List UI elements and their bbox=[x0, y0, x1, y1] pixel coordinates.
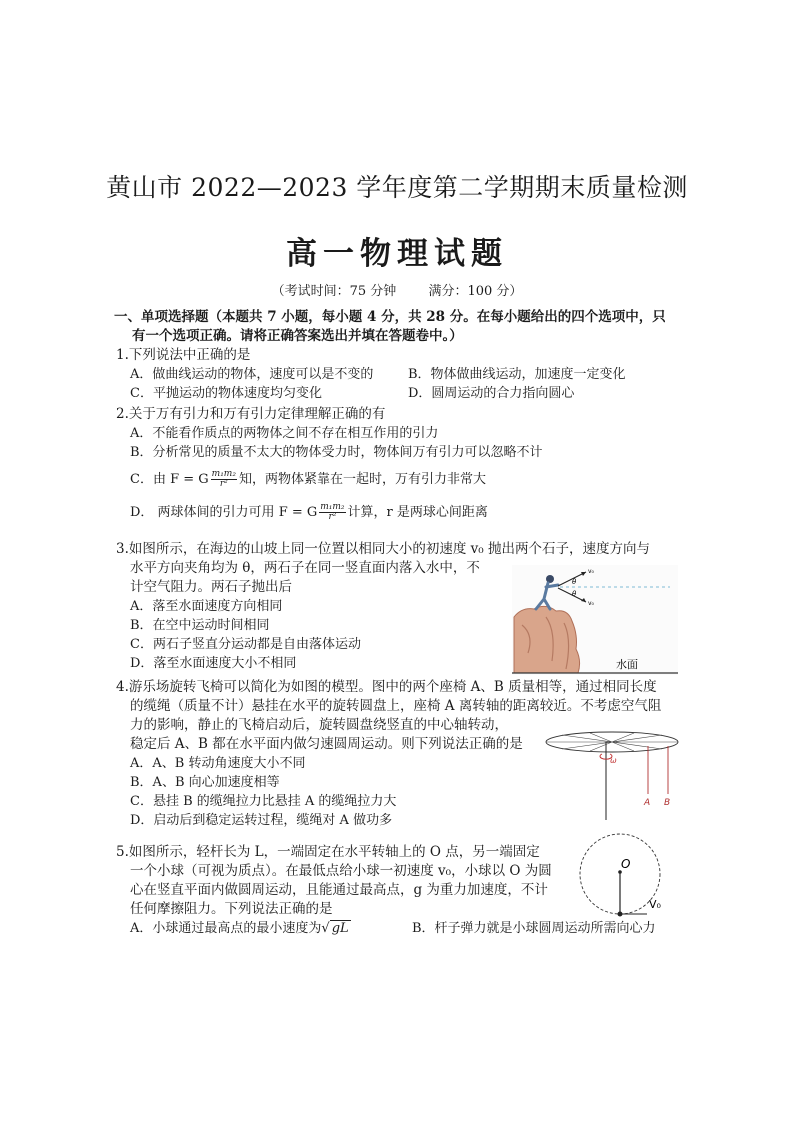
question-2-option-b: B．分析常见的质量不太大的物体受力时，物体间万有引力可以忽略不计 bbox=[130, 445, 543, 460]
exam-title: 黄山市 2022—2023 学年度第二学期期末质量检测 bbox=[106, 173, 688, 202]
question-4-line-2: 的缆绳（质量不计）悬挂在水平的旋转圆盘上，座椅 A 离转轴的距离较近。不考虑空气阻 bbox=[130, 698, 662, 714]
section-line-2: 有一个选项正确。请将正确答案选出并填在答题卷中。） bbox=[132, 328, 463, 344]
formula-fraction bbox=[319, 503, 345, 522]
section-heading bbox=[114, 308, 686, 346]
question-3-option-c: C．两石子竖直分运动都是自由落体运动 bbox=[130, 637, 361, 652]
question-2-option-d bbox=[116, 503, 686, 522]
v0-label: V₀ bbox=[649, 898, 661, 911]
swing-ride-figure bbox=[544, 728, 680, 824]
question-2 bbox=[116, 405, 686, 522]
question-2-stem: 2.关于万有引力和万有引力定律理解正确的有 bbox=[116, 406, 386, 422]
v0-label-lower: v₀ bbox=[588, 600, 594, 607]
vertical-circle-figure bbox=[575, 826, 665, 922]
question-2-option-c-tail: 知，两物体紧靠在一起时，万有引力非常大 bbox=[238, 472, 486, 487]
question-1-options-row-2 bbox=[116, 384, 686, 403]
question-1-options-row-1 bbox=[116, 365, 686, 384]
section-line-1: 一、单项选择题（本题共 7 小题，每小题 4 分，共 28 分。在每小题给出的四个选项中，只 bbox=[114, 309, 666, 325]
sqrt-argument: gL bbox=[331, 921, 349, 936]
question-1-option-c: C．平抛运动的物体速度均匀变化 bbox=[130, 386, 322, 401]
question-2-option-d-text: D． 两球体间的引力可用 F = G bbox=[130, 505, 318, 520]
exam-score: 满分：100 分） bbox=[428, 284, 523, 299]
question-4-line-4: 稳定后 A、B 都在水平面内做匀速圆周运动。则下列说法正确的是 bbox=[130, 736, 523, 752]
question-5-line-2: 一个小球（可视为质点）。在最低点给小球一初速度 v₀，小球以 O 为圆 bbox=[130, 863, 552, 879]
question-3-option-a: A．落至水面速度方向相同 bbox=[130, 599, 283, 614]
exam-info bbox=[0, 280, 794, 299]
question-4-line-3: 力的影响，静止的飞椅启动后，旋转圆盘绕竖直的中心轴转动， bbox=[130, 717, 508, 733]
question-4-option-d: D．启动后到稳定运转过程，缆绳对 A 做功多 bbox=[130, 813, 393, 828]
formula-fraction bbox=[211, 470, 237, 489]
question-5-option-b: B．杆子弹力就是小球圆周运动所需向心力 bbox=[412, 921, 656, 936]
question-5-line-4: 任何摩擦阻力。下列说法正确的是 bbox=[130, 901, 333, 917]
omega-label: ω bbox=[610, 756, 617, 765]
cliff-figure bbox=[512, 565, 678, 675]
disk-spokes bbox=[546, 733, 678, 751]
question-3-line-3: 计空气阻力。两石子抛出后 bbox=[130, 579, 292, 595]
question-2-option-d-tail: 计算，r 是两球心间距离 bbox=[347, 505, 488, 520]
subject-title: 高一物理试题 bbox=[286, 236, 508, 272]
question-3-option-b: B．在空中运动时间相同 bbox=[130, 618, 270, 633]
water-label: 水面 bbox=[616, 658, 638, 671]
cliff-shape bbox=[514, 606, 580, 673]
fraction-numerator: m₁m₂ bbox=[320, 502, 345, 512]
question-1 bbox=[116, 346, 686, 403]
question-1-stem: 1.下列说法中正确的是 bbox=[116, 347, 251, 363]
question-2-option-c-text: C．由 F = G bbox=[130, 472, 209, 487]
question-3-option-d: D．落至水面速度大小不相同 bbox=[130, 656, 297, 671]
question-1-option-b: B．物体做曲线运动，加速度一定变化 bbox=[408, 367, 626, 382]
question-4-option-a: A．A、B 转动角速度大小不同 bbox=[130, 756, 306, 771]
pivot-label: O bbox=[621, 857, 631, 871]
question-5-line-1: 5.如图所示，轻杆长为 L，一端固定在水平转轴上的 O 点，另一端固定 bbox=[116, 844, 540, 860]
question-3-line-1: 3.如图所示，在海边的山坡上同一位置以相同大小的初速度 v₀ 抛出两个石子，速度方向与 bbox=[116, 541, 651, 557]
fraction-denominator: r² bbox=[219, 479, 228, 489]
question-4-option-b: B．A、B 向心加速度相等 bbox=[130, 775, 280, 790]
seat-b-label: B bbox=[664, 798, 671, 808]
question-1-option-a: A．做曲线运动的物体，速度可以是不变的 bbox=[130, 367, 374, 382]
question-4-line-1: 4.游乐场旋转飞椅可以简化为如图的模型。图中的两个座椅 A、B 质量相等，通过相同长度 bbox=[116, 679, 657, 695]
fraction-numerator: m₁m₂ bbox=[211, 469, 236, 479]
question-2-option-c bbox=[116, 470, 686, 489]
exam-time: （考试时间：75 分钟 bbox=[271, 284, 397, 299]
question-2-option-a: A．不能看作质点的两物体之间不存在相互作用的引力 bbox=[130, 426, 439, 441]
question-5-option-a bbox=[130, 919, 412, 938]
sqrt-symbol: √ bbox=[321, 921, 330, 936]
question-4-option-c: C．悬挂 B 的缆绳拉力比悬挂 A 的缆绳拉力大 bbox=[130, 794, 397, 809]
fraction-denominator: r² bbox=[328, 512, 337, 522]
seat-a-label: A bbox=[644, 798, 651, 808]
theta-label-upper: θ bbox=[572, 578, 577, 586]
question-1-option-d: D．圆周运动的合力指向圆心 bbox=[408, 386, 575, 401]
v0-label-upper: v₀ bbox=[588, 568, 594, 575]
theta-label-lower: θ bbox=[572, 590, 577, 598]
question-5-line-3: 心在竖直平面内做圆周运动，且能通过最高点，g 为重力加速度，不计 bbox=[130, 882, 548, 898]
question-5-option-a-text: A．小球通过最高点的最小速度为 bbox=[130, 921, 322, 936]
question-3-line-2: 水平方向夹角均为 θ，两石子在同一竖直面内落入水中，不 bbox=[130, 560, 480, 576]
